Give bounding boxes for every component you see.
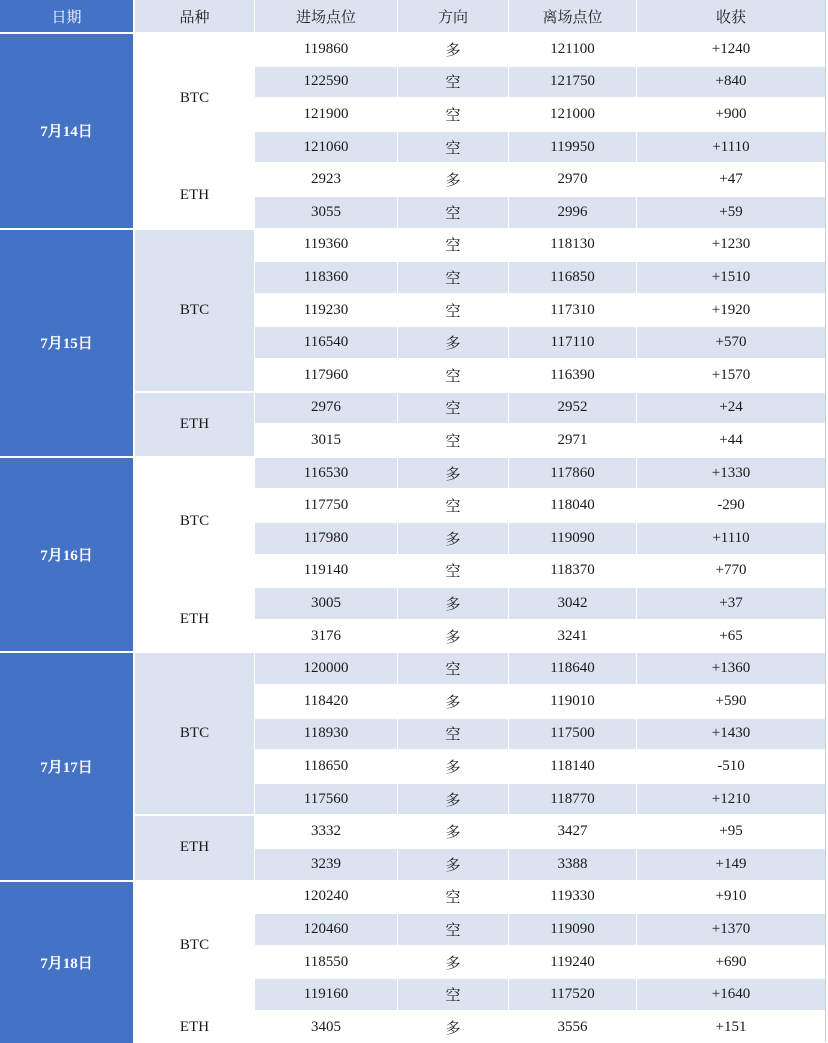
direction: 空: [398, 719, 508, 750]
direction: 空: [398, 197, 508, 228]
symbol-cell: ETH: [135, 1012, 254, 1043]
symbol-cell: BTC: [135, 653, 254, 814]
exit-price: 119240: [509, 947, 636, 978]
exit-price: 117520: [509, 979, 636, 1010]
header-gain: 收获: [637, 0, 825, 32]
direction: 多: [398, 1012, 508, 1043]
gain: +1640: [637, 979, 825, 1010]
direction: 多: [398, 327, 508, 358]
direction: 空: [398, 393, 508, 424]
entry-price: 117960: [255, 360, 397, 391]
direction: 多: [398, 816, 508, 847]
exit-price: 119090: [509, 914, 636, 945]
entry-price: 120460: [255, 914, 397, 945]
entry-price: 3332: [255, 816, 397, 847]
exit-price: 121000: [509, 99, 636, 130]
entry-price: 2976: [255, 393, 397, 424]
gain: +59: [637, 197, 825, 228]
entry-price: 3015: [255, 425, 397, 456]
exit-price: 116850: [509, 262, 636, 293]
direction: 多: [398, 784, 508, 815]
direction: 空: [398, 230, 508, 261]
symbol-cell: ETH: [135, 816, 254, 879]
exit-price: 3042: [509, 588, 636, 619]
gain: +24: [637, 393, 825, 424]
symbol-cell: ETH: [135, 164, 254, 227]
exit-price: 3556: [509, 1012, 636, 1043]
gain: +1570: [637, 360, 825, 391]
date-cell: [0, 230, 133, 456]
date-label: 7月18日: [40, 955, 93, 972]
gain: +570: [637, 327, 825, 358]
exit-price: 121100: [509, 34, 636, 65]
direction: 空: [398, 99, 508, 130]
direction: 多: [398, 947, 508, 978]
gain: +37: [637, 588, 825, 619]
entry-price: 121060: [255, 132, 397, 163]
symbol-cell: ETH: [135, 588, 254, 651]
entry-price: 119860: [255, 34, 397, 65]
date-label: 7月17日: [40, 759, 93, 776]
entry-price: 119230: [255, 295, 397, 326]
exit-price: 118040: [509, 490, 636, 521]
exit-price: 118770: [509, 784, 636, 815]
direction: 空: [398, 490, 508, 521]
exit-price: 117500: [509, 719, 636, 750]
gain: +840: [637, 67, 825, 98]
direction: 多: [398, 164, 508, 195]
exit-price: 119010: [509, 686, 636, 717]
direction: 空: [398, 882, 508, 913]
exit-price: 118130: [509, 230, 636, 261]
entry-price: 118420: [255, 686, 397, 717]
symbol-cell: BTC: [135, 34, 254, 162]
exit-price: 117860: [509, 458, 636, 489]
gain: +1110: [637, 132, 825, 163]
direction: 空: [398, 914, 508, 945]
entry-price: 120000: [255, 653, 397, 684]
entry-price: 118650: [255, 751, 397, 782]
direction: 空: [398, 360, 508, 391]
direction: 空: [398, 979, 508, 1010]
exit-price: 2970: [509, 164, 636, 195]
gain: +65: [637, 621, 825, 652]
symbol-cell: BTC: [135, 882, 254, 1010]
entry-price: 3405: [255, 1012, 397, 1043]
date-label: 7月16日: [40, 548, 93, 565]
exit-price: 3427: [509, 816, 636, 847]
header-exit: 离场点位: [509, 0, 636, 32]
entry-price: 121900: [255, 99, 397, 130]
gain: +149: [637, 849, 825, 880]
gain: +690: [637, 947, 825, 978]
direction: 多: [398, 34, 508, 65]
entry-price: 3055: [255, 197, 397, 228]
direction: 多: [398, 849, 508, 880]
exit-price: 119330: [509, 882, 636, 913]
entry-price: 119160: [255, 979, 397, 1010]
entry-price: 3005: [255, 588, 397, 619]
entry-price: 122590: [255, 67, 397, 98]
gain: +1920: [637, 295, 825, 326]
exit-price: 119090: [509, 523, 636, 554]
symbol-cell: ETH: [135, 393, 254, 456]
exit-price: 118370: [509, 556, 636, 587]
gain: -510: [637, 751, 825, 782]
gain: +910: [637, 882, 825, 913]
direction: 空: [398, 262, 508, 293]
direction: 多: [398, 621, 508, 652]
entry-price: 3239: [255, 849, 397, 880]
header-entry: 进场点位: [255, 0, 397, 32]
symbol-cell: BTC: [135, 458, 254, 586]
date-cell: [0, 653, 133, 879]
gain: +1210: [637, 784, 825, 815]
symbol-cell: BTC: [135, 230, 254, 391]
exit-price: 3388: [509, 849, 636, 880]
gain: +1430: [637, 719, 825, 750]
gain: +590: [637, 686, 825, 717]
gain: +1240: [637, 34, 825, 65]
gain: +47: [637, 164, 825, 195]
gain: +1360: [637, 653, 825, 684]
gain: +1110: [637, 523, 825, 554]
exit-price: 2952: [509, 393, 636, 424]
direction: 多: [398, 686, 508, 717]
gain: +1330: [637, 458, 825, 489]
exit-price: 118140: [509, 751, 636, 782]
exit-price: 2971: [509, 425, 636, 456]
direction: 空: [398, 653, 508, 684]
entry-price: 116530: [255, 458, 397, 489]
gain: +151: [637, 1012, 825, 1043]
entry-price: 119360: [255, 230, 397, 261]
direction: 多: [398, 751, 508, 782]
exit-price: 117310: [509, 295, 636, 326]
entry-price: 117980: [255, 523, 397, 554]
exit-price: 3241: [509, 621, 636, 652]
date-label: 7月14日: [40, 124, 93, 141]
direction: 多: [398, 523, 508, 554]
gain: -290: [637, 490, 825, 521]
exit-price: 2996: [509, 197, 636, 228]
gain: +770: [637, 556, 825, 587]
header-symbol: 品种: [135, 0, 254, 32]
entry-price: 120240: [255, 882, 397, 913]
gain: +1370: [637, 914, 825, 945]
entry-price: 2923: [255, 164, 397, 195]
exit-price: 117110: [509, 327, 636, 358]
entry-price: 3176: [255, 621, 397, 652]
gain: +44: [637, 425, 825, 456]
exit-price: 118640: [509, 653, 636, 684]
header-date: 日期: [0, 0, 133, 32]
entry-price: 117750: [255, 490, 397, 521]
date-cell: [0, 458, 133, 652]
exit-price: 121750: [509, 67, 636, 98]
date-cell: [0, 882, 133, 1043]
direction: 空: [398, 67, 508, 98]
direction: 空: [398, 132, 508, 163]
date-label: 7月15日: [40, 336, 93, 353]
entry-price: 117560: [255, 784, 397, 815]
gain: +900: [637, 99, 825, 130]
header-direction: 方向: [398, 0, 508, 32]
table-right-border: [825, 0, 826, 1042]
gain: +95: [637, 816, 825, 847]
direction: 空: [398, 295, 508, 326]
gain: +1230: [637, 230, 825, 261]
direction: 空: [398, 556, 508, 587]
date-cell: [0, 34, 133, 228]
direction: 多: [398, 588, 508, 619]
entry-price: 118930: [255, 719, 397, 750]
entry-price: 118550: [255, 947, 397, 978]
gain: +1510: [637, 262, 825, 293]
direction: 空: [398, 425, 508, 456]
entry-price: 119140: [255, 556, 397, 587]
entry-price: 116540: [255, 327, 397, 358]
exit-price: 119950: [509, 132, 636, 163]
direction: 多: [398, 458, 508, 489]
exit-price: 116390: [509, 360, 636, 391]
entry-price: 118360: [255, 262, 397, 293]
